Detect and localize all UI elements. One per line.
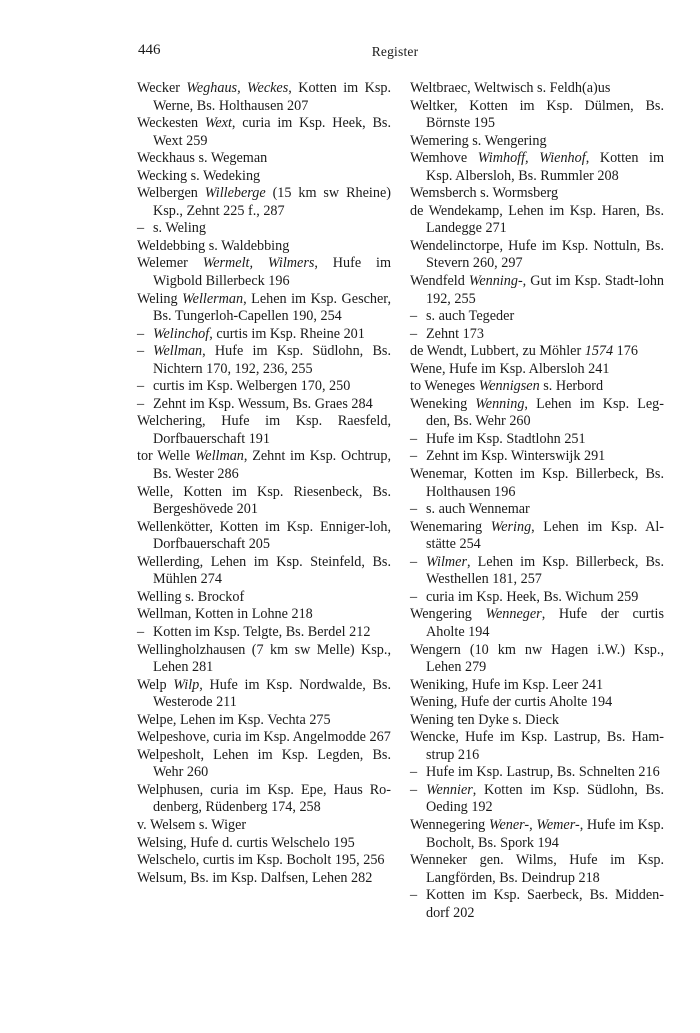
entry-text: Weckhaus s. Wegeman (137, 150, 268, 167)
index-subentry (137, 624, 391, 642)
entry-text: tor Welle (137, 448, 195, 465)
entry-text: Wendelinctorpe, Hufe im Ksp. Nottuln, Bs. Stevern 260, 297 (410, 237, 664, 272)
index-entry (137, 835, 391, 853)
index-entry (137, 589, 391, 607)
index-subentry (137, 378, 391, 396)
index-subentry (410, 308, 664, 326)
subentry-dash: – (410, 308, 418, 325)
entry-text: Hufe im Ksp. Lastrup, Bs. Schnelten 216 (426, 764, 660, 781)
entry-text: s. Herbord (539, 378, 604, 395)
entry-text: (15 km sw Rheine) Ksp., Zehnt 225 f., 287 (153, 185, 391, 219)
subentry-dash: – (410, 588, 418, 605)
variant-name: Wext (204, 115, 232, 132)
entry-text: Welling s. Brockof (137, 588, 245, 605)
index-entry (137, 870, 391, 888)
index-entry (410, 98, 664, 133)
subentry-dash: – (410, 553, 418, 570)
index-subentry (137, 220, 391, 238)
variant-name: Wenning (475, 395, 525, 412)
index-entry (137, 291, 391, 326)
index-entry (137, 712, 391, 730)
entry-text: Welphusen, curia im Ksp. Epe, Haus Ro-denberg, Rüdenberg 174, 258 (137, 781, 391, 816)
index-subentry (410, 782, 664, 817)
entry-text: Zehnt 173 (426, 325, 484, 342)
index-entry (137, 642, 391, 677)
entry-text: , curtis im Ksp. Rheine 201 (209, 325, 365, 342)
index-entry (410, 642, 664, 677)
entry-text: 176 (613, 343, 638, 360)
subentry-dash: – (410, 781, 418, 798)
index-subentry (410, 501, 664, 519)
page-number: 446 (138, 42, 161, 58)
entry-text: s. Weling (153, 220, 206, 237)
variant-name: Wering (490, 518, 532, 535)
subentry-dash: – (410, 887, 418, 904)
index-entry (137, 747, 391, 782)
index-entry (137, 606, 391, 624)
variant-name: Welinchof (153, 325, 210, 342)
index-subentry (410, 887, 664, 922)
index-entry (410, 817, 664, 852)
entry-text: Wennegering (410, 816, 489, 833)
index-subentry (410, 431, 664, 449)
entry-text: Weneking (410, 395, 476, 412)
entry-text: , Hufe im Ksp. Nordwalde, Bs. Westerode 211 (153, 676, 392, 711)
entry-text: to Weneges (410, 378, 479, 395)
entry-text: Wemsberch s. Wormsberg (410, 185, 559, 202)
index-entry (410, 150, 664, 185)
index-entry (410, 712, 664, 730)
running-title: Register (371, 44, 419, 59)
entry-text: Wengern (10 km nw Hagen i.W.) Ksp., Lehen 279 (410, 641, 664, 676)
entry-text: v. Welsem s. Wiger (137, 816, 247, 833)
index-subentry (137, 343, 391, 378)
index-entry (410, 80, 664, 98)
index-column-right (410, 80, 664, 922)
index-subentry (137, 396, 391, 414)
index-entry (137, 852, 391, 870)
entry-text: Wenemar, Kotten im Ksp. Billerbeck, Bs. Holthausen 196 (410, 466, 664, 500)
variant-name: Wenning- (468, 273, 523, 290)
entry-text: Wencke, Hufe im Ksp. Lastrup, Bs. Ham-strup 216 (410, 729, 664, 763)
entry-text: Wening, Hufe der curtis Aholte 194 (410, 694, 613, 711)
index-entry (410, 396, 664, 431)
index-entry (410, 361, 664, 379)
entry-text: Hufe im Ksp. Stadtlohn 251 (426, 430, 586, 447)
entry-text: Wellman, Kotten in Lohne 218 (137, 606, 313, 623)
entry-text: Weltbraec, Weltwisch s. Feldh(a)us (410, 80, 611, 96)
entry-text: Weltker, Kotten im Ksp. Dülmen, Bs. Börnste 195 (410, 97, 664, 132)
entry-text: Wecker (137, 80, 187, 96)
entry-text: , Lehen im Ksp. Gescher, Bs. Tungerloh-Capellen 190, 254 (153, 290, 391, 325)
subentry-dash: – (410, 501, 418, 518)
entry-text: Welpesholt, Lehen im Ksp. Legden, Bs. Wehr 260 (137, 746, 391, 781)
entry-text: , Hufe im Wigbold Billerbeck 196 (153, 255, 391, 290)
entry-text: Kotten im Ksp. Telgte, Bs. Berdel 212 (153, 623, 371, 640)
entry-text: Weniking, Hufe im Ksp. Leer 241 (410, 676, 604, 693)
entry-text: Wendfeld (410, 273, 469, 290)
entry-text: , Hufe der curtis Aholte 194 (426, 606, 665, 640)
index-entry (410, 466, 664, 501)
index-entry (137, 519, 391, 554)
variant-name: Wellman (153, 343, 203, 360)
entry-text: curia im Ksp. Heek, Bs. Wichum 259 (426, 588, 639, 605)
index-entry (137, 817, 391, 835)
index-entry (137, 238, 391, 256)
entry-text: s. auch Wennemar (426, 501, 530, 518)
index-entry (410, 677, 664, 695)
index-entry (137, 448, 391, 483)
index-subentry (410, 554, 664, 589)
index-entry (137, 782, 391, 817)
variant-name: Wellerman (182, 290, 244, 307)
index-subentry (410, 326, 664, 344)
entry-text: Wellenkötter, Kotten im Ksp. Enniger-loh, Dorfbauerschaft 205 (137, 518, 391, 553)
variant-name: Wenneger (485, 606, 542, 623)
entry-text: , Hufe im Ksp. Bocholt, Bs. Spork 194 (426, 816, 665, 851)
entry-text: curtis im Ksp. Welbergen 170, 250 (153, 378, 351, 395)
index-entry (410, 378, 664, 396)
index-entry (410, 343, 664, 361)
subentry-dash: – (137, 623, 145, 640)
variant-name: Wilp (173, 676, 200, 693)
variant-name: Wennigsen (478, 378, 540, 395)
subentry-dash: – (410, 764, 418, 781)
variant-name: Wilmer (426, 553, 467, 570)
subentry-dash: – (410, 448, 418, 465)
index-entry (137, 413, 391, 448)
entry-text: Kotten im Ksp. Saerbeck, Bs. Midden-dorf 202 (426, 887, 664, 921)
index-subentry (410, 589, 664, 607)
subentry-dash: – (137, 325, 145, 342)
entry-text: Welp (137, 676, 174, 693)
entry-text: , Hufe im Ksp. Südlohn, Bs. Nichtern 170, 192, 236, 255 (153, 343, 391, 377)
entry-text: Zehnt im Ksp. Wessum, Bs. Graes 284 (153, 395, 373, 412)
index-subentry (410, 448, 664, 466)
entry-text: Weldebbing s. Waldebbing (137, 237, 290, 254)
entry-text: , Zehnt im Ksp. Ochtrup, Bs. Wester 286 (153, 448, 391, 483)
entry-text: Wenneker gen. Wilms, Hufe im Ksp. Langförden, Bs. Deindrup 218 (410, 852, 664, 886)
index-column-left (137, 80, 391, 887)
entry-text: Welsing, Hufe d. curtis Welschelo 195 (137, 834, 355, 851)
entry-text: de Wendt, Lubbert, zu Möhler (410, 343, 585, 360)
index-entry (410, 606, 664, 641)
entry-text: Wellerding, Lehen im Ksp. Steinfeld, Bs. Mühlen 274 (137, 553, 391, 588)
variant-name: Wellman (194, 448, 244, 465)
index-entry (137, 168, 391, 186)
index-entry (410, 185, 664, 203)
entry-text: , Lehen im Ksp. Leg-den, Bs. Wehr 260 (426, 395, 664, 430)
entry-text: Welbergen (137, 185, 205, 202)
index-entry (410, 238, 664, 273)
index-entry (137, 115, 391, 150)
entry-text: Welpeshove, curia im Ksp. Angelmodde 267 (137, 729, 391, 746)
entry-text: Wening ten Dyke s. Dieck (410, 711, 559, 728)
subentry-dash: – (410, 325, 418, 342)
entry-text: Welle, Kotten im Ksp. Riesenbeck, Bs. Bergeshövede 201 (137, 483, 391, 518)
variant-name: Willeberge (204, 185, 266, 202)
subentry-dash: – (137, 378, 145, 395)
index-entry (137, 484, 391, 519)
entry-text: s. auch Tegeder (426, 308, 515, 325)
entry-text: Weling (137, 290, 183, 307)
entry-text: Wenemaring (410, 518, 491, 535)
index-entry (137, 80, 391, 115)
index-entry (410, 133, 664, 151)
entry-text: , Gut im Ksp. Stadt-lohn 192, 255 (426, 273, 665, 307)
subentry-dash: – (137, 220, 145, 237)
entry-text: Wemering s. Wengering (410, 132, 547, 149)
variant-name: Wimhoff, Wienhof (477, 150, 586, 167)
entry-text: Welsum, Bs. im Ksp. Dalfsen, Lehen 282 (137, 869, 373, 886)
index-entry (410, 852, 664, 887)
index-entry (137, 185, 391, 220)
index-entry (410, 203, 664, 238)
index-entry (410, 694, 664, 712)
index-subentry (410, 764, 664, 782)
entry-text: Welchering, Hufe im Ksp. Raesfeld, Dorfbauerschaft 191 (137, 413, 391, 447)
entry-text: Wecking s. Wedeking (137, 167, 261, 184)
entry-text: Wemhove (410, 150, 478, 167)
index-entry (137, 677, 391, 712)
index-entry (137, 255, 391, 290)
subentry-dash: – (137, 343, 145, 360)
index-entry (137, 554, 391, 589)
index-entry (137, 729, 391, 747)
entry-text: , Lehen im Ksp. Billerbeck, Bs. Westhellen 181, 257 (426, 553, 664, 588)
subentry-dash: – (137, 395, 145, 412)
index-entry (137, 150, 391, 168)
entry-text: , Lehen im Ksp. Al-stätte 254 (426, 518, 664, 553)
entry-text: Welemer (137, 255, 203, 272)
entry-text: Wene, Hufe im Ksp. Albersloh 241 (410, 360, 610, 377)
entry-text: , curia im Ksp. Heek, Bs. Wext 259 (153, 115, 391, 149)
variant-name: Weghaus, Weckes (186, 80, 289, 96)
variant-name: Wener-, Wemer- (488, 816, 580, 833)
index-entry (410, 273, 664, 308)
entry-text: Wengering (410, 606, 486, 623)
entry-text: Welpe, Lehen im Ksp. Vechta 275 (137, 711, 331, 728)
index-subentry (137, 326, 391, 344)
variant-name: Wermelt, Wilmers (202, 255, 315, 272)
variant-name: 1574 (584, 343, 614, 360)
entry-text: , Kotten im Ksp. Albersloh, Bs. Rummler 208 (426, 150, 665, 184)
index-entry (410, 519, 664, 554)
variant-name: Wennier (426, 781, 473, 798)
subentry-dash: – (410, 430, 418, 447)
entry-text: Zehnt im Ksp. Winterswijk 291 (426, 448, 606, 465)
entry-text: de Wendekamp, Lehen im Ksp. Haren, Bs. Landegge 271 (410, 202, 664, 237)
entry-text: , Kotten im Ksp. Werne, Bs. Holthausen 207 (153, 80, 392, 114)
index-entry (410, 729, 664, 764)
entry-text: Wellingholzhausen (7 km sw Melle) Ksp., Lehen 281 (137, 641, 391, 676)
entry-text: Weckesten (137, 115, 205, 132)
entry-text: Welschelo, curtis im Ksp. Bocholt 195, 256 (137, 852, 385, 869)
entry-text: , Kotten im Ksp. Südlohn, Bs. Oeding 192 (426, 781, 664, 816)
